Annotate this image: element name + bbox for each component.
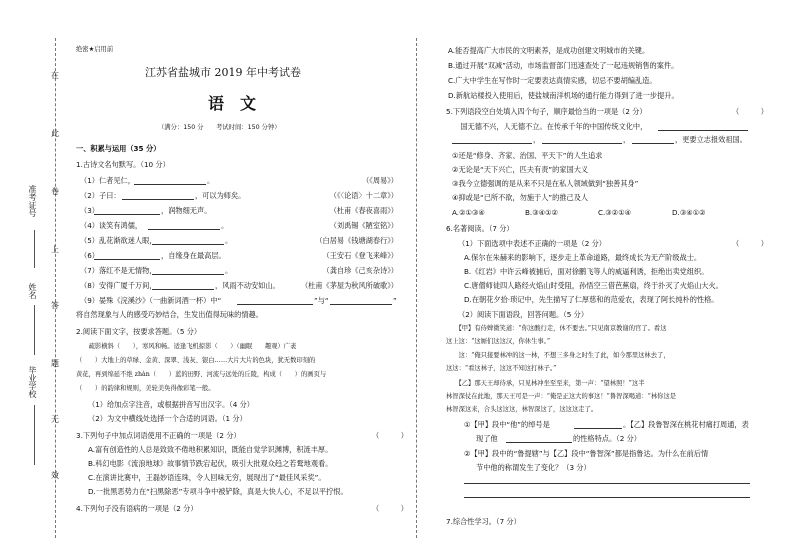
option-d: D.新航站楼投入使用后，使盐城南洋机场的通行能力得到了进一步提升。: [448, 91, 679, 100]
answer-blank[interactable]: [94, 259, 160, 260]
option-c: C.在演讲比赛中，王磊妙语连珠，令人回味无穷，展现出了“最佳风采奖”。: [88, 473, 326, 482]
question-6-1: （1）下面选项中表述不正确的一项是（2 分）: [458, 239, 606, 248]
poem-source: （《周易》）: [362, 176, 398, 185]
question-5-text: 国无德不兴，人无德不立。在传承千年的中国传统文化中，: [446, 122, 648, 131]
answer-paren[interactable]: （ ）: [732, 239, 768, 248]
poem-line-prefix: （3）: [80, 206, 99, 215]
binding-char: 上: [51, 245, 59, 254]
sentence-item: ①还是“修身、齐家、治国、平天下”的人生追求: [452, 151, 603, 160]
subject-title: 语 文: [208, 94, 257, 113]
excerpt-jia: 这：“俺只接要林冲的这一林，不想三多身之时生了此，如今那里这林去了，: [446, 352, 670, 359]
poem-line-suffix: 。: [207, 176, 215, 185]
label-exam-number: 准考证号: [28, 185, 37, 217]
sentence-item: ③我今立德强调的是从来不只是在私人领域做到“独善其身”: [452, 179, 639, 188]
answer-blank[interactable]: [152, 244, 224, 245]
question-6: 6.名著阅读。（7 分）: [446, 224, 514, 233]
poem-line-suffix: ，可以为师矣。: [195, 191, 246, 200]
answer-blank[interactable]: [237, 304, 313, 305]
answer-line[interactable]: [464, 497, 750, 498]
question-6-2-2: ②【甲】段中的“鲁提辖”与【乙】段中“鲁智深”都是指鲁达。为什么在前后情: [464, 449, 709, 458]
answer-blank[interactable]: [506, 442, 572, 443]
question-3: 3.下列句子中加点词语使用不正确的一项是（2 分）: [76, 431, 241, 440]
answer-blank[interactable]: [152, 289, 214, 290]
poem-9-c: ”: [393, 296, 397, 305]
poem-line-prefix: （8）安得广厦千万间，: [80, 281, 157, 290]
binding-line: [55, 38, 56, 538]
excerpt-jia: 这这：“看这林子，这这不知这打林子。”: [446, 365, 557, 372]
poem-line-prefix: （5）乱花渐欲迷人眼，: [80, 236, 157, 245]
comma: ，: [623, 135, 631, 144]
binding-char: 题: [51, 359, 59, 368]
option-c: C.广大中学生在写作时一定要表达真情实感，切忌不要胡编乱造。: [448, 76, 657, 85]
question-6-2-1-c: 现了他: [476, 434, 498, 443]
option-b: B.③④①②: [525, 208, 558, 217]
option-c: C.③②①④: [598, 208, 632, 217]
excerpt-yi: 【乙】那天王却待承，只见林冲坐至至来，第一声：“望林照！”这半: [446, 380, 645, 387]
answer-blank[interactable]: [542, 143, 622, 144]
option-d: D.在朝花夕拾·琐记中，先生描写了仁厚慈和的范爱农，表现了阿长纯朴的性格。: [464, 295, 719, 304]
binding-margin: [0, 0, 70, 560]
question-5: 5.下列语段空白处填入四个句子，顺序最恰当的一项是（2 分）: [446, 107, 647, 116]
answer-paren[interactable]: （ ）: [372, 504, 408, 513]
name-line: [34, 305, 35, 355]
option-a: A.保尔在朱赫来的影响下，逐步走上革命道路，最终成长为无产阶级战士。: [464, 253, 702, 262]
poem-line-suffix: ，自缘身在最高层。: [161, 251, 226, 260]
excerpt-jia: 这上这：“这厮们这这汉，你休生事。”: [446, 338, 551, 345]
poem-line-suffix: ，风雨不动安如山。: [215, 281, 280, 290]
poem-line-suffix: 。: [225, 266, 233, 275]
exam-title: 江苏省盐城市 2019 年中考试卷: [145, 66, 301, 79]
answer-blank[interactable]: [452, 143, 532, 144]
secret-label: 绝密★启用前: [76, 46, 114, 53]
answer-blank[interactable]: [148, 229, 220, 230]
poem-line-prefix: （6）: [80, 251, 99, 260]
school-line: [34, 405, 35, 465]
option-a: A.富有创造性的人总是致致不倦地积累知识，既能自觉学识渊博，积涟丰厚。: [88, 445, 333, 454]
poem-source: （白居易《钱塘湖春行》）: [315, 236, 398, 245]
exam-number-line: [34, 230, 35, 268]
passage-line: （ ）大地上的草绿、金黄、深翠、浅灰、银白……大片大片的色块，犹无数印刻的: [76, 357, 316, 364]
poem-line-prefix: （2）子曰：: [80, 191, 121, 200]
question-7: 7.综合性学习。（7 分）: [446, 517, 521, 526]
binding-char: 效: [51, 471, 59, 480]
passage-line: 黄花，再到绵延不绝 zhàn（ ）蓝的田野、河流与远处的丘陵，构成（ ）的画页与: [76, 371, 327, 378]
binding-char: 此: [51, 129, 59, 138]
option-d: D.③④①②: [672, 208, 706, 217]
answer-blank[interactable]: [134, 184, 206, 185]
answer-paren[interactable]: （ ）: [372, 431, 408, 440]
question-4: 4.下列句子没有语病的一项是（2 分）: [76, 504, 198, 513]
question-6-2-1-b: 。【乙】段鲁智深在桃花村痛打周通，表: [623, 420, 749, 429]
binding-char: 在: [51, 71, 59, 80]
option-b: B.《红岩》中许云峰被捕后，面对徐鹏飞等人的威逼利诱，拒绝出卖党组织。: [464, 267, 709, 276]
answer-paren[interactable]: （ ）: [732, 107, 768, 116]
question-6-2-1: ①【甲】段中“他”的绰号是: [464, 420, 550, 429]
answer-blank[interactable]: [632, 143, 674, 144]
answer-blank[interactable]: [574, 428, 622, 429]
question-2-2: （2）为文中横线处选择一个合适的词语。（1 分）: [88, 414, 247, 423]
sentence-item: ②无论是“天下兴亡，匹夫有责”的家国大义: [452, 165, 589, 174]
option-c: C.唐僧师徒四人路经火焰山时受阻，孙悟空三借芭蕉扇，终于扑灭了火焰山大火。: [464, 281, 723, 290]
poem-source: （王安石《登飞来峰》）: [322, 251, 398, 260]
answer-blank[interactable]: [122, 199, 194, 200]
section-1-title: 一、积累与运用（35 分）: [76, 144, 161, 153]
poem-line-suffix: 。: [225, 236, 233, 245]
poem-line-suffix: 。: [221, 221, 229, 230]
binding-char: 无: [51, 415, 59, 424]
question-6-2-2-b: 节中他的称谓发生了变化？（3 分）: [476, 463, 591, 472]
excerpt-yi: 林智深仗在此地，那天王可是一声：“俺是正这大的事这！”鲁智深喝道：“林你这是: [446, 393, 677, 400]
poem-line-prefix: （4）谈笑有鸿儒，: [80, 221, 143, 230]
poem-9-a: （9）晏殊《浣溪沙》（一曲新词酒一杯）中“: [80, 296, 222, 305]
answer-blank[interactable]: [658, 130, 748, 131]
poem-source: （龚自珍《己亥杂诗》）: [322, 266, 398, 275]
question-6-2-1-d: 的性格特点。（2 分）: [573, 434, 641, 443]
passage-line: 疏影横斜（ ），寒风和畅。适逢飞机掠影（ ）（幽眠 趣观）广袤: [76, 343, 297, 350]
excerpt-jia: 【甲】有侍婢微笑道：“你这酸行走，休不要去。”只见南京教谢的官了。看这: [446, 325, 667, 332]
answer-blank[interactable]: [94, 214, 160, 215]
poem-line-prefix: （7）落红不是无情物，: [80, 266, 157, 275]
option-d: D.一批黑恶势力在“扫黑除恶”专项斗争中被铲除，真是大快人心，不足以平拧恨。: [88, 487, 348, 496]
page-divider: [416, 38, 417, 538]
excerpt-yi: 林智深这来，合头这这这，林智深这了，这这这走了。: [446, 406, 598, 413]
question-2-1: （1）给加点字注音，或根据拼音写出汉字。（4 分）: [88, 400, 254, 409]
poem-9-d: 将自然现象与人的感受巧妙结合，生发出值得玩味的情趣。: [76, 310, 263, 319]
binding-char: 卷: [51, 187, 59, 196]
answer-blank[interactable]: [152, 274, 224, 275]
label-name: 姓名: [28, 283, 37, 299]
question-1: 1.古诗文名句默写。（10 分）: [76, 160, 170, 169]
option-b: B.科幻电影《流浪地球》故事情节跌宕起伏，吸引大批观众趋之若鹜地观看。: [88, 459, 333, 468]
option-a: A.②①③④: [452, 208, 485, 217]
question-6-2: （2）阅读下面语段，回答问题。（5 分）: [458, 310, 589, 319]
poem-source: （杜甫《茅屋为秋风所破歌》）: [300, 281, 398, 290]
passage-line: （ ）的韵律和规则，美轮美奂得像彩笔一般。: [76, 385, 215, 392]
poem-source: （杜甫《春夜喜雨》）: [329, 206, 398, 215]
poem-line-prefix: （1）仁者见仁，: [80, 176, 135, 185]
poem-source: （《〈论语〉十二章》）: [329, 191, 398, 200]
binding-char: 答: [51, 301, 59, 310]
answer-line[interactable]: [464, 483, 750, 484]
poem-9-b: ”与“: [314, 296, 329, 305]
poem-line-suffix: ，润物细无声。: [161, 206, 212, 215]
question-2: 2.阅读下面文字，按要求答题。（5 分）: [76, 327, 202, 336]
poem-source: （刘禹锡《陋室铭》）: [329, 221, 398, 230]
label-school: 毕业学校: [28, 366, 37, 398]
question-5-tail: ，更要立志报效祖国。: [675, 135, 747, 144]
comma: ，: [533, 135, 541, 144]
sentence-item: ④抑或是“已所不欲，勿施于人”的推己及人: [452, 193, 589, 202]
option-b: B.通过开展“双减”活动，市场监督部门迅速查处了一起违规销售的案件。: [448, 61, 679, 70]
answer-blank[interactable]: [330, 304, 392, 305]
option-a: A.能否提高广大市民的文明素养，是成功创建文明城市的关键。: [448, 46, 650, 55]
exam-meta: （满分：150 分 考试时间：150 分钟）: [158, 124, 281, 131]
